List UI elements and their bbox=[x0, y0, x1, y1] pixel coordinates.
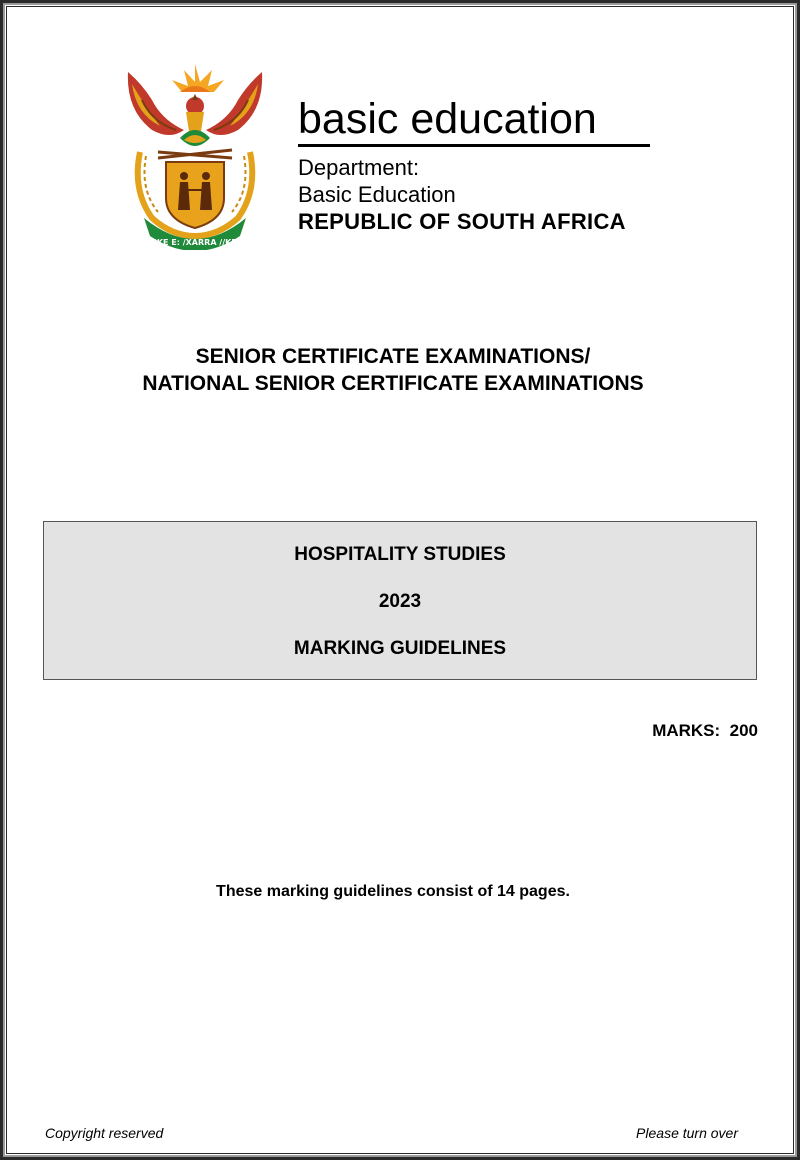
exam-year: 2023 bbox=[378, 591, 422, 612]
exam-title-line-1: SENIOR CERTIFICATE EXAMINATIONS/ bbox=[195, 345, 591, 368]
department-block bbox=[298, 96, 658, 234]
exam-title-line-2: NATIONAL SENIOR CERTIFICATE EXAMINATIONS bbox=[142, 372, 644, 395]
document-type: MARKING GUIDELINES bbox=[293, 638, 507, 659]
turn-over-footer: Please turn over bbox=[636, 1125, 738, 1141]
subject-name: HOSPITALITY STUDIES bbox=[294, 544, 506, 565]
coat-of-arms-icon bbox=[122, 60, 268, 250]
brand-underline bbox=[298, 144, 650, 147]
copyright-footer: Copyright reserved bbox=[45, 1125, 164, 1141]
sun-icon bbox=[172, 64, 224, 92]
dept-name: Basic Education bbox=[298, 182, 456, 207]
subject-box bbox=[43, 521, 757, 680]
dept-label: Department: bbox=[298, 155, 420, 180]
country-name: REPUBLIC OF SOUTH AFRICA bbox=[298, 209, 626, 234]
page-count-note: These marking guidelines consist of 14 pages. bbox=[216, 883, 570, 900]
brand-name: basic education bbox=[298, 95, 597, 143]
svg-text:!KE E: /XARRA //KE: !KE E: /XARRA //KE bbox=[153, 238, 237, 247]
total-marks: MARKS: 200 bbox=[652, 721, 758, 740]
